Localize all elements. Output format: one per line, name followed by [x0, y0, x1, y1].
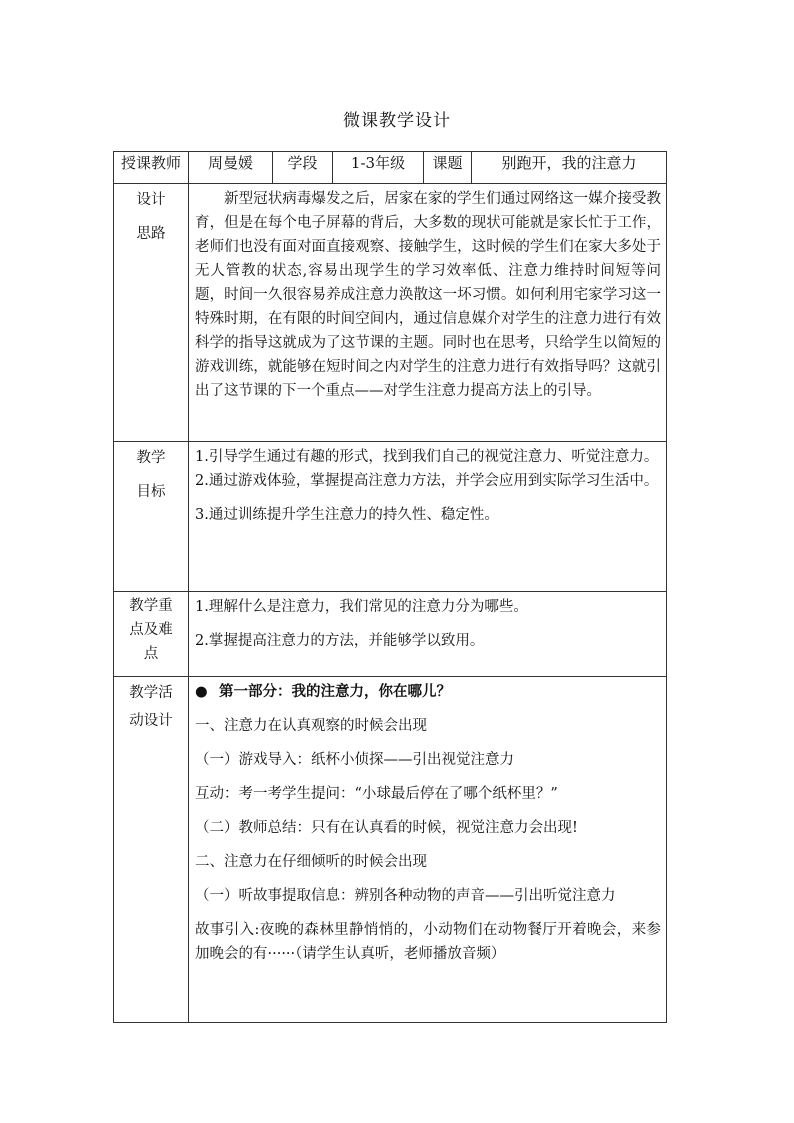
grade-value: 1-3年级	[333, 152, 424, 184]
part1-heading	[195, 680, 661, 704]
activity-line: 故事引入:夜晚的森林里静悄悄的，小动物们在动物餐厅开着晚会，来参加晚会的有······（请学生认真听，老师播放音频）	[195, 922, 661, 962]
activity-line: 一、注意力在认真观察的时候会出现	[195, 718, 427, 734]
lesson-design-table	[113, 151, 667, 1023]
goals-content	[189, 442, 667, 592]
topic-label: 课题	[424, 152, 472, 184]
teacher-label: 授课教师	[114, 152, 189, 184]
design-label	[114, 184, 189, 442]
goals-label-line2: 目标	[136, 484, 166, 500]
bullet-icon: ●	[195, 683, 208, 700]
activity-line: 互动：考一考学生提问：“小球最后停在了哪个纸杯里？”	[195, 786, 558, 802]
activities-content	[189, 677, 667, 1023]
activity-line: （二）教师总结：只有在认真看的时候，视觉注意力会出现!	[195, 820, 578, 836]
goals-label-line1: 教学	[136, 450, 166, 466]
goal-item: 2.通过游戏体验，掌握提高注意力方法，并学会应用到实际学习生活中。	[195, 473, 659, 489]
activities-label-line1: 教学活	[129, 685, 173, 701]
activity-line: （一）听故事提取信息：辨别各种动物的声音——引出听觉注意力	[195, 888, 616, 904]
teacher-name: 周曼媛	[189, 152, 273, 184]
goals-row	[114, 442, 667, 592]
design-row	[114, 184, 667, 442]
keypoints-row	[114, 592, 667, 677]
design-label-line1: 设计	[136, 192, 166, 208]
keypoints-label	[114, 592, 189, 677]
keypoints-content	[189, 592, 667, 677]
header-row	[114, 152, 667, 184]
topic-value: 别跑开，我的注意力	[472, 152, 667, 184]
activities-label-line2: 动设计	[129, 713, 173, 729]
keypoints-label-line3: 点	[143, 646, 159, 662]
activities-row	[114, 677, 667, 1023]
page-title: 微课教学设计	[343, 111, 451, 131]
keypoint-item: 2.掌握提高注意力的方法，并能够学以致用。	[195, 633, 485, 649]
keypoints-label-line2: 点及难	[129, 622, 173, 638]
activities-label	[114, 677, 189, 1023]
keypoints-label-line1: 教学重	[129, 598, 173, 614]
part1-title: 第一部分：我的注意力，你在哪儿？	[219, 683, 451, 700]
goal-item: 1.引导学生通过有趣的形式，找到我们自己的视觉注意力、听觉注意力。	[195, 449, 659, 465]
design-label-line2: 思路	[136, 226, 166, 242]
design-text: 新型冠状病毒爆发之后，居家在家的学生们通过网络这一媒介接受教育，但是在每个电子屏幕的背后，大多数的现状可能就是家长忙于工作，老师们也没有面对面直接观察、接触学生，这时候的学生们在家大多处于无人管教的状态,容易出现学生的学习效率低、注意力维持时间短等问题，时间一久很容易养成注意力涣散这一坏习惯。如何利用宅家学习这一特殊时期，在有限的时间空间内，通过信息媒介对学生的注意力进行有效科学的指导这就成为了这节课的主题。同时也在思考，只给学生以简短的游戏训练，就能够在短时间之内对学生的注意力进行有效指导吗？这就引出了这节课的下一个重点——对学生注意力提高方法上的引导。	[195, 191, 661, 399]
activity-line: （一）游戏导入：纸杯小侦探——引出视觉注意力	[195, 752, 514, 768]
design-content	[189, 184, 667, 442]
goal-item: 3.通过训练提升学生注意力的持久性、稳定性。	[195, 507, 499, 523]
keypoint-item: 1.理解什么是注意力，我们常见的注意力分为哪些。	[195, 599, 528, 615]
grade-label: 学段	[273, 152, 333, 184]
goals-label	[114, 442, 189, 592]
activity-line: 二、注意力在仔细倾听的时候会出现	[195, 854, 427, 870]
